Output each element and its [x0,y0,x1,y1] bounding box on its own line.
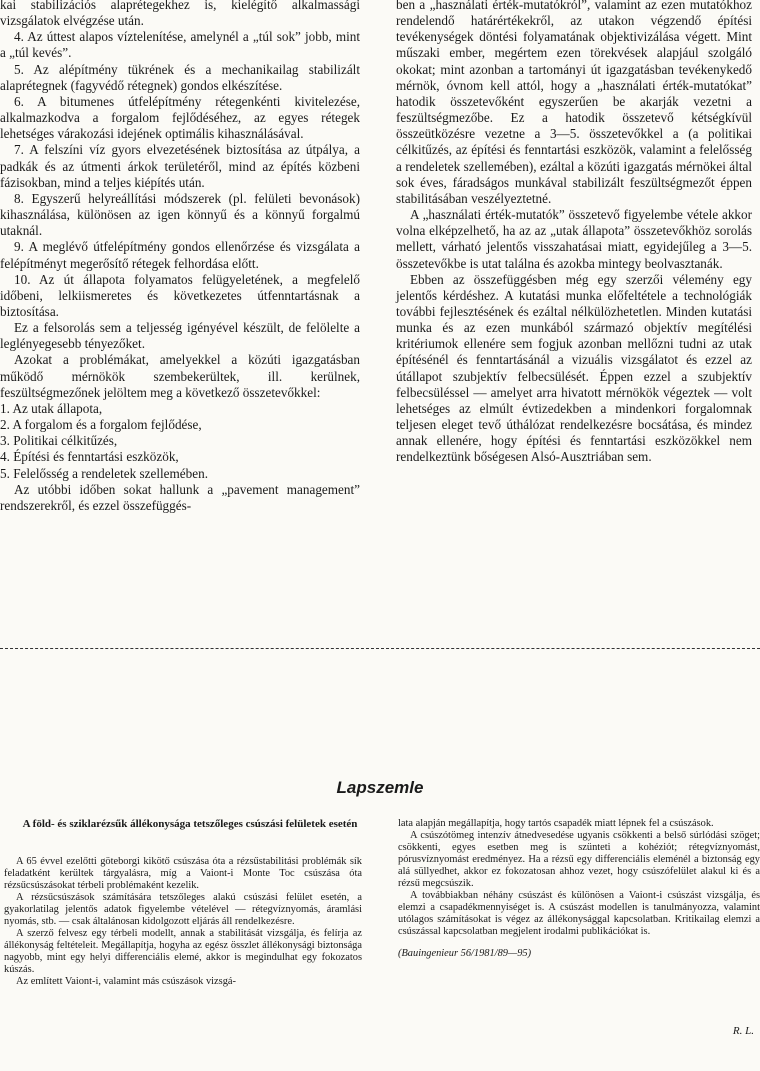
section-divider [0,648,760,649]
paragraph: 4. Az úttest alapos víztelenítése, amelynél a „túl sok” jobb, mint a „túl kevés”. [0,29,360,61]
paragraph: A csúszótömeg intenzív átnedvesedése ugyanis csökkenti a belső súrlódási szöget; csökkenti, egyes esetben meg is szünteti a kohéziót; rétegvíznyomást, pórusvíznyomást eredményez. Ha a rézsű egy differenciális eleménél a biztonság egy alá süllyedhet, akkor ez fokozatosan ahhoz vezet, hogy csúszófelület alakul ki és a rézsű megcsúszik. [398,830,760,890]
paragraph: Az említett Vaiont-i, valamint más csúszások vizsgá- [16,976,236,988]
article-title: A föld- és sziklarézsűk állékonysága tetszőleges csúszási felületek esetén [22,818,358,830]
top-left-column [0,0,360,514]
paragraph: 9. A meglévő útfelépítmény gondos ellenőrzése és vizsgálata a felépítményt megerősítő rétegek felhordása előtt. [0,239,360,271]
review-left-column [4,856,362,989]
paragraph: A „használati érték-mutatók” összetevő figyelembe vétele akkor volna elképzelhető, ha az az „utak állapota” összetevőkhöz sorolás mellett, várható jelentős visszahatásai miatt, egyidejűleg a 3—5. összetevőkbe is utat találna és azokba mintegy beolvasztanák. [396,207,752,271]
paragraph: A továbbiakban néhány csúszást és különösen a Vaiont-i csúszást vizsgálja, és elemzi a csapadékmennyiséget is. A csúszást modellen is tanulmányozza, valamint utólagos számításokat is végez az állékonysággal kapcsolatban. Kritikailag elemzi a csúszással kapcsolatban megjelent irodalmi publikációkat is. [398,890,760,938]
paragraph: 2. A forgalom és a forgalom fejlődése, [0,417,202,433]
paragraph: 5. Felelősség a rendeletek szellemében. [0,465,208,481]
reviewer-signature: R. L. [732,1025,754,1037]
paragraph: 7. A felszíni víz gyors elvezetésének biztosítása az útpálya, a padkák és az útmenti árkok területéről, mind az építés közbeni fázisokban, mind a teljes kiépítés után. [0,142,360,190]
paragraph: A 65 évvel ezelőtti göteborgi kikötő csúszása óta a rézsűstabilitási problémák sík feladatként kerültek tárgyalásra, míg a Vaiont-i Monte Toc csúszása óta rézsűcsúszásokat térbeli problémaként kezelik. [4,856,362,892]
paragraph: ben a „használati érték-mutatókról”, valamint az ezen mutatókhoz rendelendő határértékekről, az utakon végzendő építési tevékenységek döntési folyamatának objektivizálása végett. Mint műszaki ember, megértem ezen törekvések alapjául szolgáló okokat; mint azonban a tartományi út igazgatásban tevékenykedő mérnök, óvnom kell attól, hogy a „használati érték-mutatókat” hatodik összetevőként egyszerűen be akarják vezetni a feszültségmezőbe. Ez a hatodik összetevő kétségkívül összeütközésre vezetne a 3—5. összetevőkkel a (a politikai célkitűzés, az építési és fenntartási eszközök, valamint a felelősség a rendeletek szellemében), ezáltal a közúti igazgatás mérnökei által sok éves, fáradságos munkával stabilizált feszültségmezőt éppen stabilitásában veszélyeztetné. [396,0,752,206]
paragraph: lata alapján megállapítja, hogy tartós csapadék miatt lépnek fel a csúszások. [398,818,714,829]
paragraph: kai stabilizációs alaprétegekhez is, kielégítő alkalmassági vizsgálatok elvégzése után. [0,0,360,29]
paragraph: Az utóbbi időben sokat hallunk a „pavement management” rendszerekről, és ezzel összefüggés- [0,481,360,513]
section-title: Lapszemle [336,778,424,797]
citation: (Bauingenieur 56/1981/89—95) [398,948,532,960]
paragraph: Ebben az összefüggésben még egy szerzői vélemény egy jelentős kérdéshez. A kutatási munka előfeltétele a technológiák további fejlesztésének és ezáltal nélkülözhetetlen. Minden kutatási munka és az ezen munkából származó objektív megítélési kritériumok ellenére sem fogjuk azonban mellőzni tudni az utak építésénél és fenntartásánál a vizuális vizsgálatot és ezzel az útállapot szubjektív felbecsülését. Éppen ezzel a szubjektív felbecsüléssel — amelyet arra hivatott mérnökök végeztek — volt lehetséges az elmúlt évtizedekben a mindenkori forgalomnak teljesen eleget tevő úthálózat rendelkezésre bocsátása, és mindez annak ellenére, hogy építési és fenntartási eszközökkel nem rendelkeztünk bőségesen Alsó-Ausztriában sem. [396,271,752,465]
paragraph: 3. Politikai célkitűzés, [0,433,118,449]
paragraph: 6. A bitumenes útfelépítmény rétegenkénti kivitelezése, alkalmazkodva a forgalom fejlődéséhez, az egyes rétegek lehetséges várakozási idejének optimális kihasználásával. [0,93,360,142]
paragraph: A szerző felvesz egy térbeli modellt, annak a stabilitását vizsgálja, és felírja az állékonyság feltételeit. Megállapítja, hogyha az egész összlet állékonysági biztonsága nagyobb, mint egy helyi differenciális elemé, akkor is megindulhat egy fokozatos kúszás. [4,928,362,976]
paragraph: A rézsűcsúszások számítására tetszőleges alakú csúszási felület esetén, a gyakorlatilag jelentős adatok figyelembe vételével — rétegvíznyomás, áramlási nyomás, stb. — csak általánosan kidolgozott eljárás áll rendelkezésre. [4,892,362,928]
paragraph: 5. Az alépítmény tükrének és a mechanikailag stabilizált alaprétegnek (fagyvédő rétegnek) gondos elkészítése. [0,61,360,93]
paragraph: Azokat a problémákat, amelyekkel a közúti igazgatásban működő mérnökök szembekerültek, ill. kerülnek, feszültségmezőnek jelöltem meg a következő összetevőkkel: [0,352,360,400]
paragraph: 8. Egyszerű helyreállítási módszerek (pl. felületi bevonások) kihasználása, különösen az igen könnyű és a könnyű forgalmú utaknál. [0,190,360,239]
paragraph: 10. Az út állapota folyamatos felügyeletének, a megfelelő időbeni, lelkiismeretes és következetes útfenntartásnak a biztosítása. [0,271,360,319]
paragraph: 1. Az utak állapota, [0,400,103,416]
paragraph: 4. Építési és fenntartási eszközök, [0,449,179,465]
paragraph: Ez a felsorolás sem a teljesség igényével készült, de felölelte a leglényegesebb tényezőket. [0,320,360,352]
review-right-column [398,818,760,961]
top-right-column [396,0,752,466]
